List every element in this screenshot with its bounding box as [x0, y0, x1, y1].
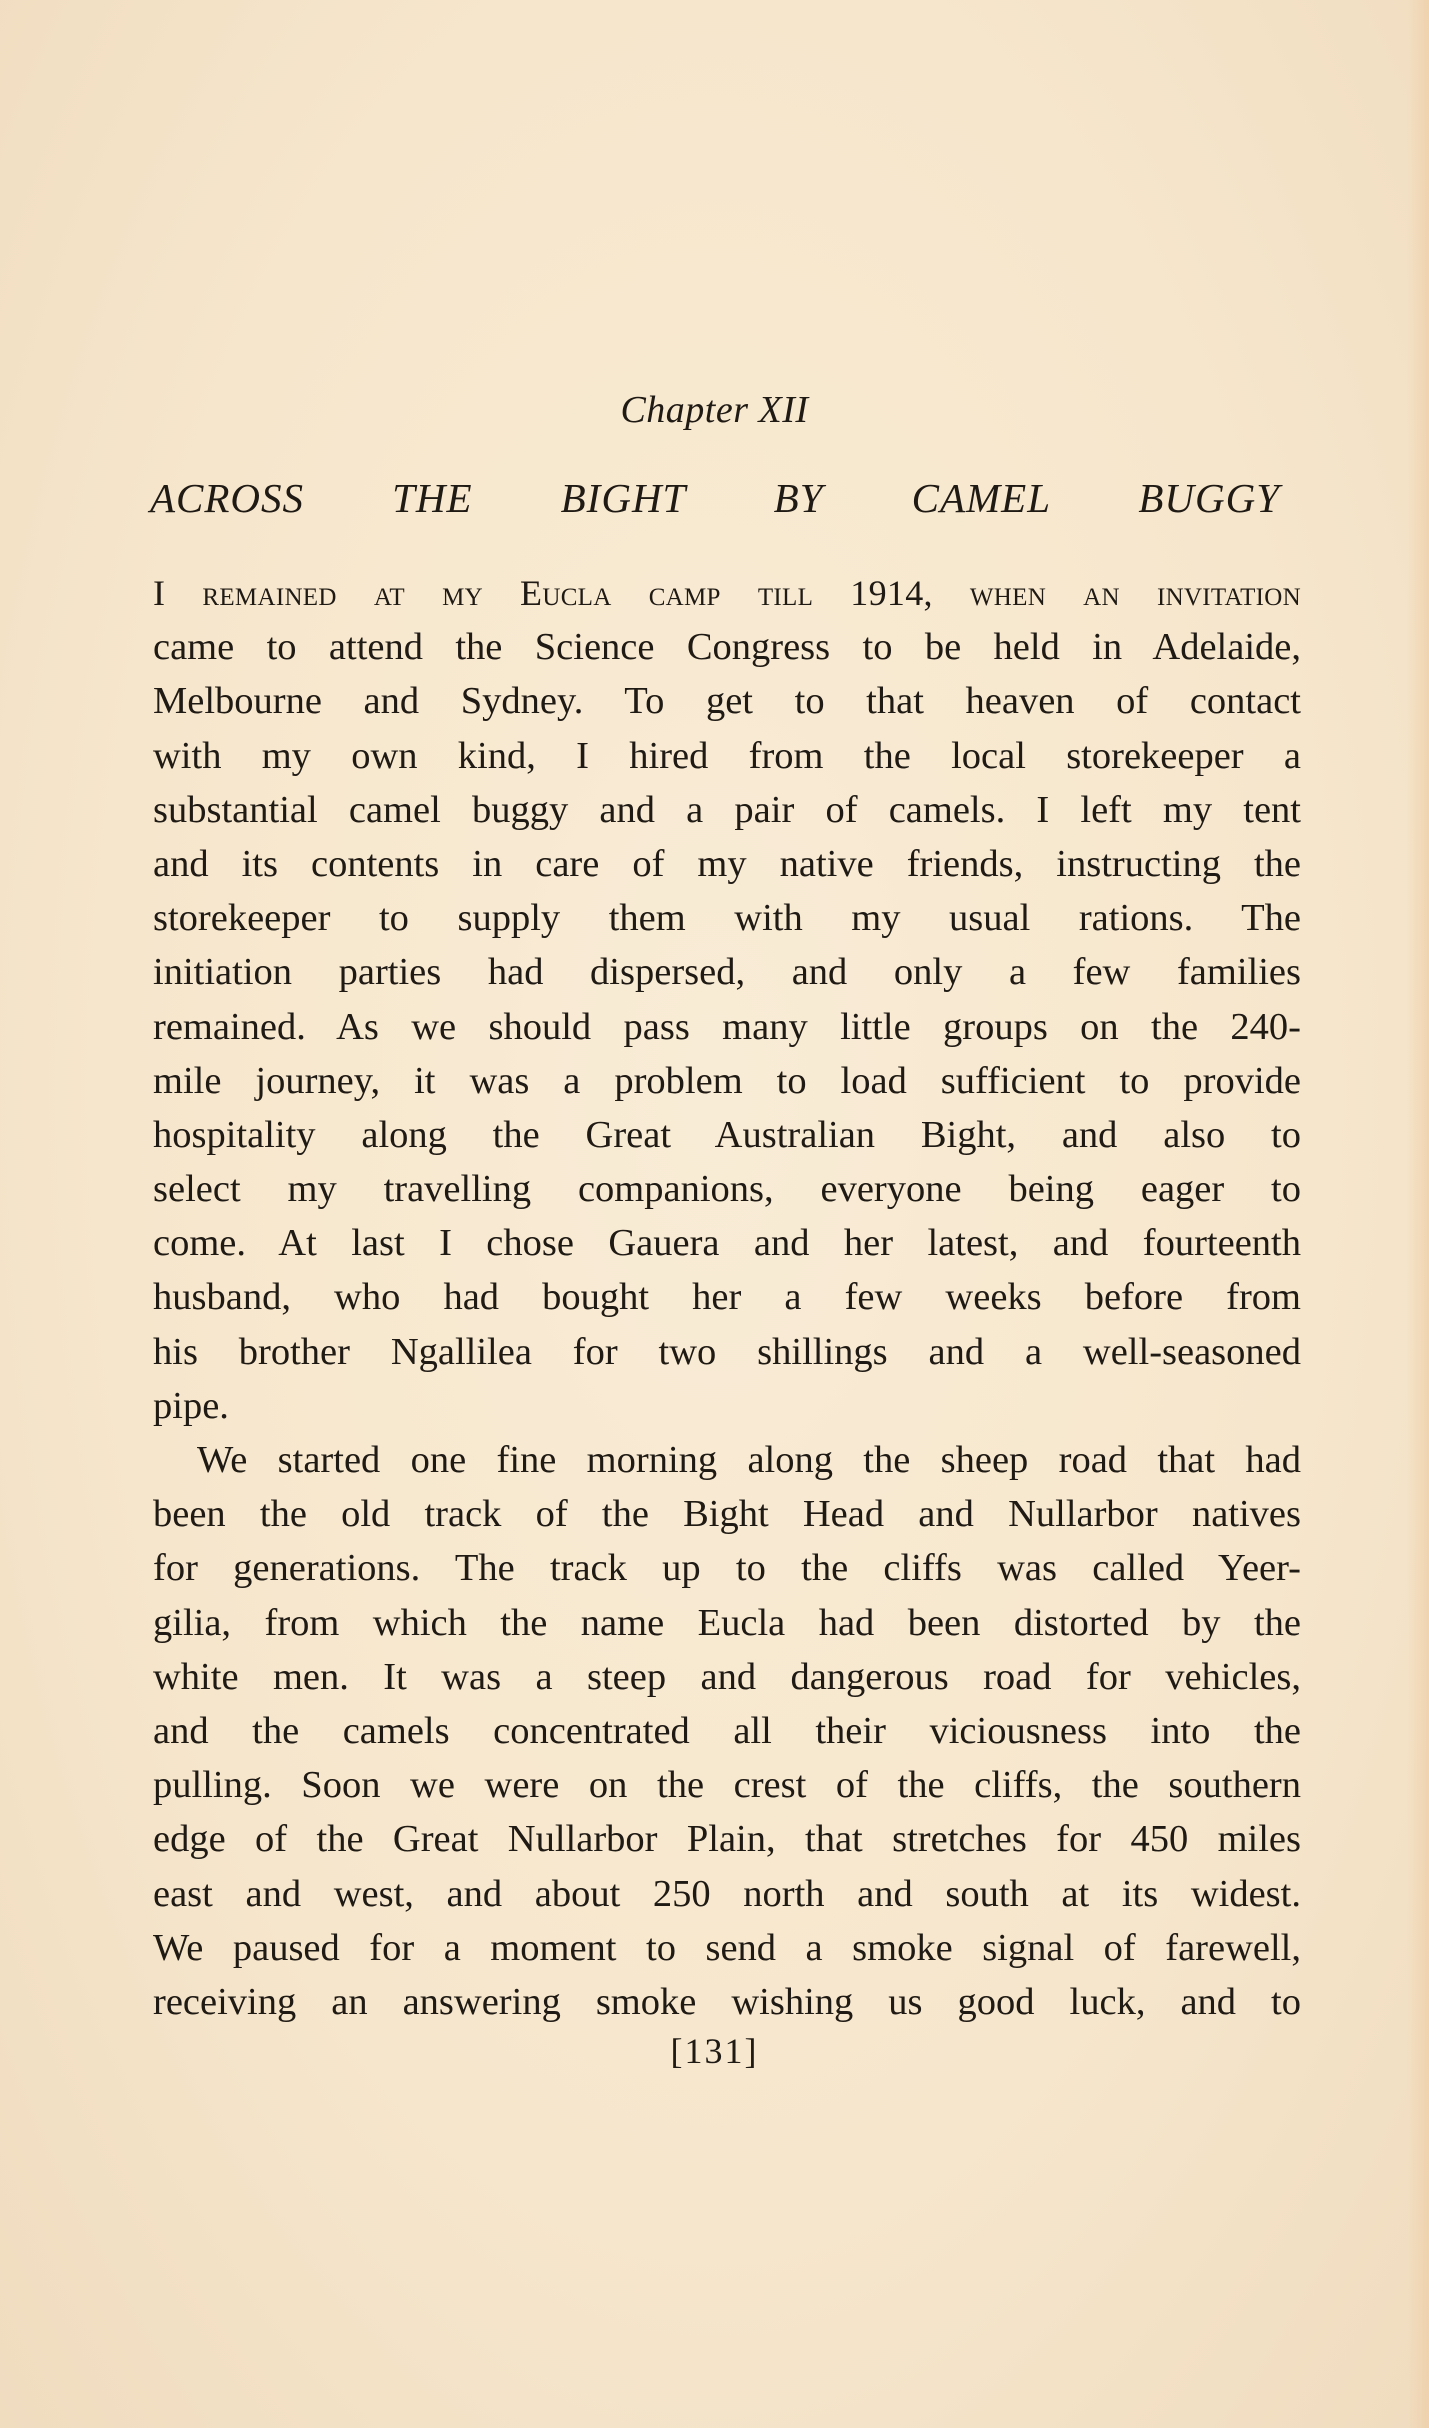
- text-line: with my own kind, I hired from the local storekeeper a: [153, 734, 1301, 777]
- text-line: receiving an answering smoke wishing us good luck, and to: [153, 1980, 1301, 2023]
- text-line: I remained at my Eucla camp till 1914, when an invitation: [153, 573, 1301, 613]
- text-line: mile journey, it was a problem to load sufficient to provide: [153, 1059, 1301, 1102]
- text-line: east and west, and about 250 north and south at its widest.: [153, 1872, 1301, 1915]
- text-line: pipe.: [153, 1384, 229, 1427]
- text-line: come. At last I chose Gauera and her latest, and fourteenth: [153, 1222, 1301, 1265]
- text-line: for generations. The track up to the cliffs was called Yeer-: [153, 1547, 1301, 1590]
- page-number: [131]: [670, 2031, 759, 2071]
- text-line: hospitality along the Great Australian Bight, and also to: [153, 1113, 1301, 1156]
- text-line: husband, who had bought her a few weeks before from: [153, 1276, 1301, 1319]
- text-line: and its contents in care of my native friends, instructing the: [153, 842, 1301, 885]
- text-line: white men. It was a steep and dangerous road for vehicles,: [153, 1655, 1301, 1698]
- text-line: edge of the Great Nullarbor Plain, that stretches for 450 miles: [153, 1818, 1301, 1861]
- text-line: We paused for a moment to send a smoke signal of farewell,: [153, 1926, 1301, 1969]
- chapter-title: ACROSS THE BIGHT BY CAMEL BUGGY: [150, 475, 1280, 521]
- text-line: gilia, from which the name Eucla had been distorted by the: [153, 1601, 1301, 1644]
- chapter-label: Chapter XII: [620, 389, 809, 431]
- text-line: substantial camel buggy and a pair of camels. I left my tent: [153, 788, 1301, 831]
- text-line: came to attend the Science Congress to be held in Adelaide,: [153, 626, 1301, 669]
- text-line: select my travelling companions, everyone being eager to: [153, 1168, 1301, 1211]
- text-line: and the camels concentrated all their viciousness into the: [153, 1709, 1301, 1752]
- text-line: remained. As we should pass many little groups on the 240-: [153, 1005, 1301, 1048]
- text-line: pulling. Soon we were on the crest of the cliffs, the southern: [153, 1764, 1301, 1807]
- text-line: his brother Ngallilea for two shillings and a well-seasoned: [153, 1330, 1301, 1373]
- text-line: We started one fine morning along the sheep road that had: [197, 1439, 1301, 1481]
- body-text: [153, 566, 1301, 2029]
- text-line: storekeeper to supply them with my usual rations. The: [153, 897, 1301, 940]
- text-line: been the old track of the Bight Head and Nullarbor natives: [153, 1493, 1301, 1536]
- text-line: Melbourne and Sydney. To get to that heaven of contact: [153, 680, 1301, 723]
- text-line: initiation parties had dispersed, and only a few families: [153, 951, 1301, 994]
